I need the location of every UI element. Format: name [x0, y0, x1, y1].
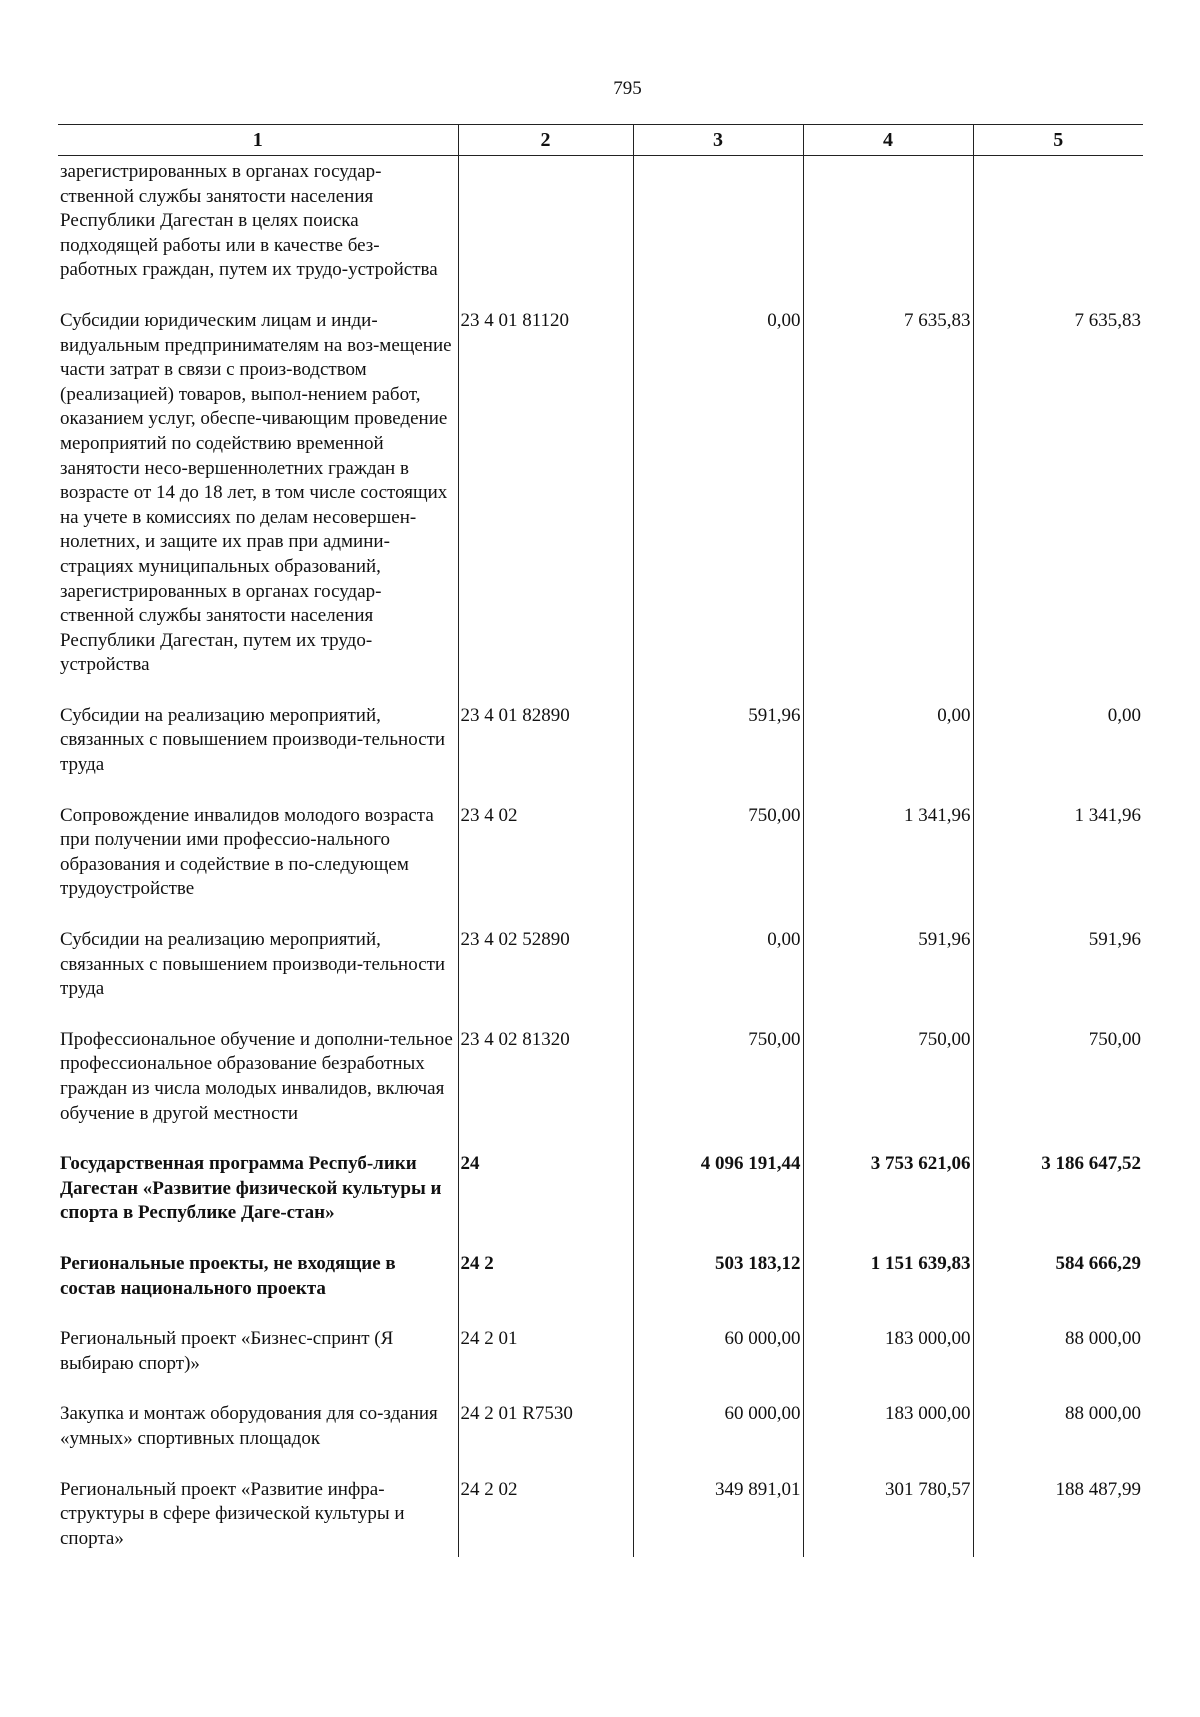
row-code-cell: 24 2 01	[458, 1321, 633, 1396]
row-name-cell: Региональные проекты, не входящие в состав национального проекта	[60, 1252, 396, 1299]
row-value-col3-cell: 503 183,12	[633, 1246, 803, 1321]
row-value-col3-cell: 349 891,01	[633, 1472, 803, 1558]
row-value-col4-cell	[803, 156, 973, 303]
row-code-cell	[458, 156, 633, 303]
row-name-cell: Закупка и монтаж оборудования для со-здания «умных» спортивных площадок	[60, 1403, 438, 1449]
table-row	[58, 1321, 1143, 1396]
row-value-col3-cell: 750,00	[633, 1022, 803, 1146]
table-row	[58, 798, 1143, 922]
table-row	[58, 156, 1143, 303]
row-value-col5-cell: 591,96	[973, 922, 1143, 1022]
table-row	[58, 698, 1143, 798]
table-header-row	[58, 125, 1143, 156]
header-col-4: 4	[803, 125, 973, 156]
table-row	[58, 1472, 1143, 1558]
table-body	[58, 156, 1143, 1558]
row-code-cell: 23 4 01 81120	[458, 303, 633, 698]
row-value-col4-cell: 1 341,96	[803, 798, 973, 922]
row-name-cell: Региональный проект «Бизнес-спринт (Я выбираю спорт)»	[60, 1328, 394, 1374]
row-value-col3-cell: 4 096 191,44	[633, 1146, 803, 1246]
table-row	[58, 1246, 1143, 1321]
table-row	[58, 1022, 1143, 1146]
row-value-col5-cell: 88 000,00	[973, 1396, 1143, 1471]
row-name-cell: Субсидии юридическим лицам и инди-видуальным предпринимателям на воз-мещение части затрат в связи с произ-водством (реализацией) товаров, выпол-нением работ, оказанием услуг, обеспе-чивающим проведение мероприятий по содействию временной занятости несо-вершеннолетних граждан в возрасте от 14 до 18 лет, в том числе состоящих на учете в комиссиях по делам несовершен-нолетних, и защите их прав при админи-страциях муниципальных образований, зарегистрированных в органах государ-ственной службы занятости населения Республики Дагестан, путем их трудо-устройства	[60, 309, 452, 676]
row-code-cell: 23 4 02 81320	[458, 1022, 633, 1146]
page-number: 795	[613, 78, 642, 99]
row-value-col4-cell: 591,96	[803, 922, 973, 1022]
row-code-cell: 24	[458, 1146, 633, 1246]
row-name-cell: зарегистрированных в органах государ-ственной службы занятости населения Республики Дагестан в целях поиска подходящей работы или в качестве без-работных граждан, путем их трудо-устройства	[60, 161, 438, 281]
row-code-cell: 24 2 01 R7530	[458, 1396, 633, 1471]
row-name-cell: Субсидии на реализацию мероприятий, связанных с повышением производи-тельности труда	[60, 929, 446, 1000]
row-value-col4-cell: 183 000,00	[803, 1321, 973, 1396]
row-value-col5-cell: 584 666,29	[973, 1246, 1143, 1321]
row-name-cell: Государственная программа Респуб-лики Дагестан «Развитие физической культуры и спорта в Республике Даге-стан»	[60, 1153, 442, 1224]
row-value-col4-cell: 183 000,00	[803, 1396, 973, 1471]
budget-table	[58, 124, 1143, 1557]
row-value-col4-cell: 301 780,57	[803, 1472, 973, 1558]
table-row	[58, 922, 1143, 1022]
header-col-2: 2	[458, 125, 633, 156]
table-row	[58, 303, 1143, 698]
row-value-col5-cell: 7 635,83	[973, 303, 1143, 698]
budget-table-container	[58, 124, 1143, 1557]
row-code-cell: 23 4 02 52890	[458, 922, 633, 1022]
row-value-col3-cell	[633, 156, 803, 303]
row-name-cell: Субсидии на реализацию мероприятий, связанных с повышением производи-тельности труда	[60, 704, 446, 776]
row-name-cell: Профессиональное обучение и дополни-тельное профессиональное образование безработных граждан из числа молодых инвалидов, включая обучение в другой местности	[60, 1028, 453, 1124]
row-value-col3-cell: 0,00	[633, 922, 803, 1022]
row-code-cell: 24 2 02	[458, 1472, 633, 1558]
row-value-col4-cell: 0,00	[803, 698, 973, 798]
row-value-col3-cell: 750,00	[633, 798, 803, 922]
row-value-col5-cell: 0,00	[973, 698, 1143, 798]
header-col-1: 1	[58, 125, 458, 156]
row-value-col5-cell: 3 186 647,52	[973, 1146, 1143, 1246]
row-value-col5-cell: 188 487,99	[973, 1472, 1143, 1558]
row-value-col4-cell: 1 151 639,83	[803, 1246, 973, 1321]
row-value-col5-cell	[973, 156, 1143, 303]
table-row	[58, 1396, 1143, 1471]
row-value-col5-cell: 750,00	[973, 1022, 1143, 1146]
row-value-col3-cell: 591,96	[633, 698, 803, 798]
row-code-cell: 24 2	[458, 1246, 633, 1321]
row-value-col5-cell: 88 000,00	[973, 1321, 1143, 1396]
row-value-col3-cell: 0,00	[633, 303, 803, 698]
row-code-cell: 23 4 02	[458, 798, 633, 922]
row-name-cell: Региональный проект «Развитие инфра-структуры в сфере физической культуры и спорта»	[60, 1478, 405, 1549]
row-value-col5-cell: 1 341,96	[973, 798, 1143, 922]
row-value-col3-cell: 60 000,00	[633, 1396, 803, 1471]
row-name-cell: Сопровождение инвалидов молодого возраста при получении ими профессио-нального образования и содействие в по-следующем трудоустройстве	[60, 804, 434, 900]
row-value-col3-cell: 60 000,00	[633, 1321, 803, 1396]
header-col-5: 5	[973, 125, 1143, 156]
row-code-cell: 23 4 01 82890	[458, 698, 633, 798]
row-value-col4-cell: 3 753 621,06	[803, 1146, 973, 1246]
row-value-col4-cell: 7 635,83	[803, 303, 973, 698]
header-col-3: 3	[633, 125, 803, 156]
table-row	[58, 1146, 1143, 1246]
row-value-col4-cell: 750,00	[803, 1022, 973, 1146]
